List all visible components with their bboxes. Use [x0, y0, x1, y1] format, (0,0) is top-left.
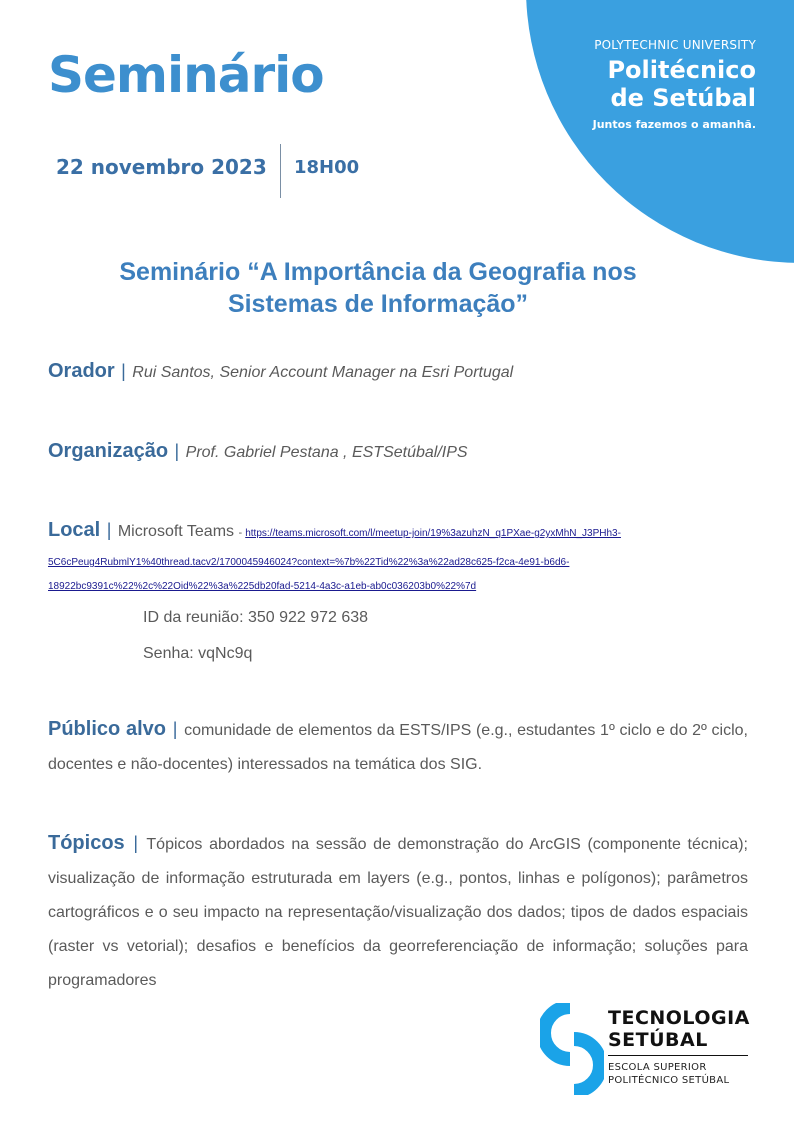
ests-logo-mark-icon: [540, 1003, 604, 1095]
local-row: [48, 519, 621, 542]
orador-value: Rui Santos, Senior Account Manager na Esri Portugal: [132, 364, 514, 381]
logo-sub: [608, 1061, 750, 1087]
teams-link-part3[interactable]: 18922bc9391c%22%2c%22Oid%22%3a%225db20fad-5214-4a3c-a1eb-ab0c036203b0%22%7d: [48, 581, 477, 592]
logo-line2: SETÚBAL: [608, 1029, 708, 1051]
teams-link-part2[interactable]: 5C6cPeug4RubmlY1%40thread.tacv2/1700045946024?context=%7b%22Tid%22%3a%22ad28c625-f2ca-4e91-b6d6-: [48, 557, 570, 568]
organizacao-row: [48, 440, 468, 463]
publico-value: comunidade de elementos da ESTS/IPS (e.g., estudantes 1º ciclo e do 2º ciclo, docentes e não-docentes) interessados na temática dos SIG.: [48, 722, 748, 773]
organizacao-separator: |: [174, 441, 180, 461]
orador-row: [48, 360, 513, 383]
teams-link-line3: [48, 581, 748, 592]
topicos-value: Tópicos abordados na sessão de demonstração do ArcGIS (componente técnica); visualização de informação estruturada em layers (e.g., pontos, linhas e polígonos); parâmetros cartográficos e o seu impacto na representação/visualização dos dados; tipos de dados espaciais (raster vs vetorial); desafios e benefícios da georreferenciação de informação; soluções para programadores: [48, 836, 749, 989]
event-time: 18H00: [294, 157, 360, 178]
meeting-password: Senha: vqNc9q: [143, 645, 253, 662]
logo-text: [608, 1007, 750, 1087]
publico-separator: |: [172, 719, 178, 739]
local-dash: -: [238, 527, 246, 539]
publico-paragraph: [48, 712, 748, 782]
brand-logo: [593, 38, 756, 131]
page-title: Seminário: [48, 46, 324, 104]
logo-sub2: POLITÉCNICO SETÚBAL: [608, 1075, 730, 1086]
orador-separator: |: [121, 361, 126, 381]
meeting-id: ID da reunião: 350 922 972 638: [143, 609, 369, 626]
orador-label: Orador: [48, 360, 115, 382]
event-date: 22 novembro 2023: [56, 155, 267, 179]
logo-line1: TECNOLOGIA: [608, 1007, 750, 1029]
event-title-line1: Seminário “A Importância da Geografia nos: [119, 258, 637, 286]
brand-tagline: Juntos fazemos o amanhã.: [592, 118, 756, 131]
logo-divider: [608, 1055, 748, 1056]
topicos-label: Tópicos: [48, 832, 125, 854]
organizacao-value: Prof. Gabriel Pestana , ESTSetúbal/IPS: [185, 444, 468, 461]
topicos-paragraph: [48, 826, 748, 998]
brand-name-line2: de Setúbal: [610, 84, 756, 112]
brand-name-line1: Politécnico: [607, 56, 756, 84]
local-separator: |: [106, 520, 112, 540]
brand-sup: POLYTECHNIC UNIVERSITY: [594, 38, 756, 52]
local-label: Local: [48, 519, 101, 541]
teams-link-line2: [48, 557, 748, 568]
topicos-separator: |: [133, 833, 139, 853]
event-title: [48, 256, 708, 320]
teams-link-part1[interactable]: https://teams.microsoft.com/l/meetup-join/19%3azuhzN_q1PXae-g2yxMhN_J3PHh3-: [245, 528, 621, 539]
publico-label: Público alvo: [48, 718, 167, 740]
logo-sub1: ESCOLA SUPERIOR: [608, 1062, 707, 1073]
local-platform: Microsoft Teams: [117, 523, 235, 540]
date-divider: [280, 144, 281, 198]
event-title-line2: Sistemas de Informação”: [227, 290, 529, 318]
brand-name: [593, 56, 756, 112]
organizacao-label: Organização: [48, 440, 169, 462]
tecnologia-setubal-logo: [540, 1003, 750, 1095]
